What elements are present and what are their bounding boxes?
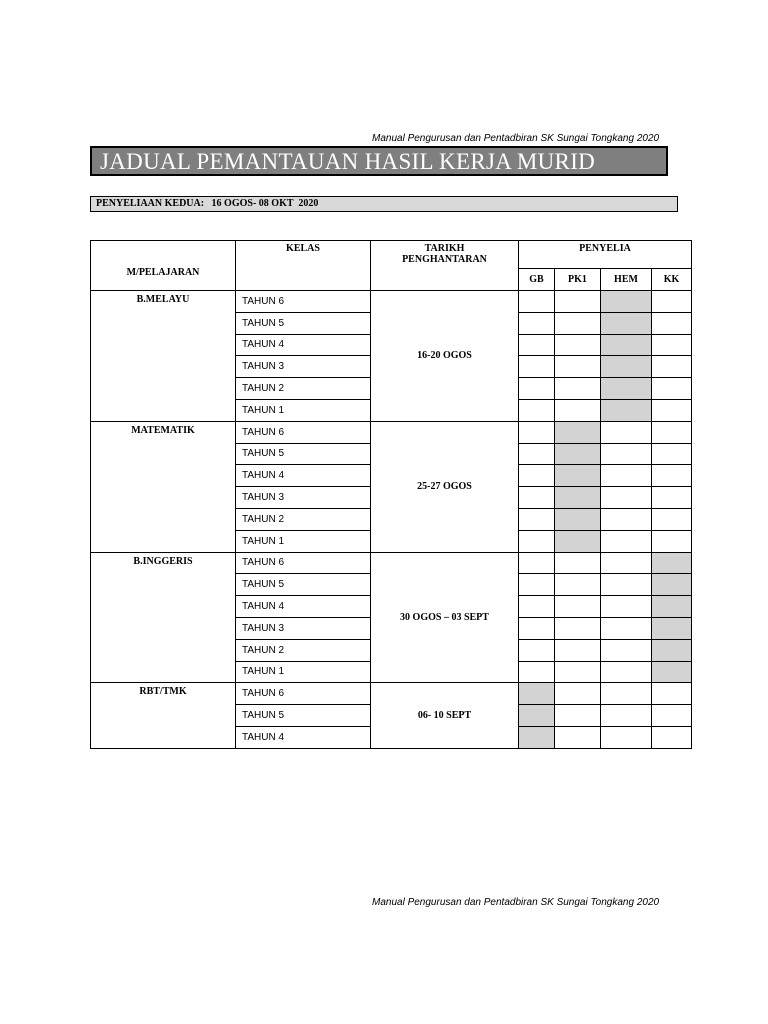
check-cell-gb bbox=[519, 312, 555, 334]
check-cell-pk1 bbox=[555, 661, 601, 683]
check-cell-hem bbox=[601, 443, 652, 465]
check-cell-kk bbox=[652, 399, 692, 421]
check-cell-gb bbox=[519, 726, 555, 748]
table-row bbox=[91, 421, 692, 443]
check-cell-pk1 bbox=[555, 552, 601, 574]
header-supervisor: PENYELIA bbox=[519, 241, 692, 269]
check-cell-gb bbox=[519, 530, 555, 552]
check-cell-pk1 bbox=[555, 399, 601, 421]
check-cell-hem bbox=[601, 683, 652, 705]
date-cell: 25-27 OGOS bbox=[371, 421, 519, 552]
check-cell-kk bbox=[652, 487, 692, 509]
table-row bbox=[91, 683, 692, 705]
class-cell: TAHUN 1 bbox=[236, 399, 371, 421]
table-row bbox=[91, 552, 692, 574]
check-cell-hem bbox=[601, 508, 652, 530]
check-cell-gb bbox=[519, 617, 555, 639]
class-cell: TAHUN 1 bbox=[236, 530, 371, 552]
check-cell-kk bbox=[652, 661, 692, 683]
header-note: Manual Pengurusan dan Pentadbiran SK Sungai Tongkang 2020 bbox=[372, 133, 660, 144]
check-cell-hem bbox=[601, 530, 652, 552]
check-cell-gb bbox=[519, 596, 555, 618]
check-cell-gb bbox=[519, 574, 555, 596]
check-cell-pk1 bbox=[555, 617, 601, 639]
header-supervisor-pk1: PK1 bbox=[555, 269, 601, 291]
check-cell-kk bbox=[652, 443, 692, 465]
class-cell: TAHUN 4 bbox=[236, 465, 371, 487]
class-cell: TAHUN 4 bbox=[236, 596, 371, 618]
check-cell-kk bbox=[652, 334, 692, 356]
class-cell: TAHUN 3 bbox=[236, 617, 371, 639]
check-cell-kk bbox=[652, 465, 692, 487]
check-cell-pk1 bbox=[555, 443, 601, 465]
check-cell-gb bbox=[519, 661, 555, 683]
subject-cell: B.INGGERIS bbox=[91, 552, 236, 683]
check-cell-gb bbox=[519, 639, 555, 661]
check-cell-kk bbox=[652, 726, 692, 748]
check-cell-gb bbox=[519, 291, 555, 313]
check-cell-hem bbox=[601, 639, 652, 661]
check-cell-hem bbox=[601, 726, 652, 748]
check-cell-kk bbox=[652, 508, 692, 530]
check-cell-hem bbox=[601, 552, 652, 574]
check-cell-gb bbox=[519, 705, 555, 727]
check-cell-hem bbox=[601, 356, 652, 378]
check-cell-kk bbox=[652, 552, 692, 574]
check-cell-kk bbox=[652, 574, 692, 596]
check-cell-hem bbox=[601, 705, 652, 727]
header-date: TARIKH PENGHANTARAN bbox=[371, 241, 519, 291]
check-cell-hem bbox=[601, 421, 652, 443]
check-cell-hem bbox=[601, 334, 652, 356]
check-cell-kk bbox=[652, 596, 692, 618]
check-cell-gb bbox=[519, 356, 555, 378]
check-cell-gb bbox=[519, 508, 555, 530]
class-cell: TAHUN 2 bbox=[236, 508, 371, 530]
check-cell-pk1 bbox=[555, 705, 601, 727]
check-cell-kk bbox=[652, 312, 692, 334]
check-cell-kk bbox=[652, 683, 692, 705]
check-cell-hem bbox=[601, 291, 652, 313]
class-cell: TAHUN 5 bbox=[236, 574, 371, 596]
page-title: JADUAL PEMANTAUAN HASIL KERJA MURID bbox=[100, 149, 596, 174]
class-cell: TAHUN 5 bbox=[236, 443, 371, 465]
subject-cell: MATEMATIK bbox=[91, 421, 236, 552]
check-cell-kk bbox=[652, 705, 692, 727]
title-box bbox=[90, 146, 668, 176]
header-supervisor-gb: GB bbox=[519, 269, 555, 291]
check-cell-pk1 bbox=[555, 596, 601, 618]
check-cell-gb bbox=[519, 421, 555, 443]
check-cell-kk bbox=[652, 291, 692, 313]
check-cell-kk bbox=[652, 617, 692, 639]
check-cell-pk1 bbox=[555, 726, 601, 748]
check-cell-pk1 bbox=[555, 291, 601, 313]
check-cell-pk1 bbox=[555, 465, 601, 487]
header-subject: M/PELAJARAN bbox=[91, 241, 236, 291]
check-cell-pk1 bbox=[555, 683, 601, 705]
class-cell: TAHUN 3 bbox=[236, 487, 371, 509]
subject-cell: RBT/TMK bbox=[91, 683, 236, 748]
check-cell-hem bbox=[601, 465, 652, 487]
check-cell-hem bbox=[601, 596, 652, 618]
check-cell-hem bbox=[601, 661, 652, 683]
class-cell: TAHUN 3 bbox=[236, 356, 371, 378]
check-cell-gb bbox=[519, 683, 555, 705]
date-cell: 30 OGOS – 03 SEPT bbox=[371, 552, 519, 683]
header-supervisor-hem: HEM bbox=[601, 269, 652, 291]
check-cell-gb bbox=[519, 465, 555, 487]
check-cell-pk1 bbox=[555, 334, 601, 356]
check-cell-pk1 bbox=[555, 312, 601, 334]
check-cell-pk1 bbox=[555, 508, 601, 530]
table-row bbox=[91, 291, 692, 313]
class-cell: TAHUN 4 bbox=[236, 726, 371, 748]
check-cell-kk bbox=[652, 530, 692, 552]
check-cell-pk1 bbox=[555, 530, 601, 552]
class-cell: TAHUN 6 bbox=[236, 421, 371, 443]
header-class: KELAS bbox=[236, 241, 371, 291]
check-cell-pk1 bbox=[555, 356, 601, 378]
check-cell-pk1 bbox=[555, 639, 601, 661]
footer-note: Manual Pengurusan dan Pentadbiran SK Sungai Tongkang 2020 bbox=[372, 897, 660, 908]
class-cell: TAHUN 5 bbox=[236, 705, 371, 727]
class-cell: TAHUN 2 bbox=[236, 639, 371, 661]
supervision-period: PENYELIAAN KEDUA: 16 OGOS- 08 OKT 2020 bbox=[90, 196, 678, 212]
header-supervisor-kk: KK bbox=[652, 269, 692, 291]
check-cell-kk bbox=[652, 356, 692, 378]
check-cell-kk bbox=[652, 378, 692, 400]
check-cell-hem bbox=[601, 399, 652, 421]
check-cell-pk1 bbox=[555, 378, 601, 400]
check-cell-hem bbox=[601, 378, 652, 400]
date-cell: 06- 10 SEPT bbox=[371, 683, 519, 748]
check-cell-gb bbox=[519, 378, 555, 400]
check-cell-gb bbox=[519, 487, 555, 509]
check-cell-hem bbox=[601, 487, 652, 509]
check-cell-pk1 bbox=[555, 487, 601, 509]
check-cell-gb bbox=[519, 399, 555, 421]
class-cell: TAHUN 6 bbox=[236, 683, 371, 705]
check-cell-hem bbox=[601, 312, 652, 334]
check-cell-kk bbox=[652, 421, 692, 443]
subject-cell: B.MELAYU bbox=[91, 291, 236, 422]
class-cell: TAHUN 5 bbox=[236, 312, 371, 334]
check-cell-pk1 bbox=[555, 421, 601, 443]
class-cell: TAHUN 1 bbox=[236, 661, 371, 683]
class-cell: TAHUN 4 bbox=[236, 334, 371, 356]
class-cell: TAHUN 6 bbox=[236, 552, 371, 574]
check-cell-hem bbox=[601, 574, 652, 596]
class-cell: TAHUN 6 bbox=[236, 291, 371, 313]
check-cell-pk1 bbox=[555, 574, 601, 596]
check-cell-gb bbox=[519, 334, 555, 356]
class-cell: TAHUN 2 bbox=[236, 378, 371, 400]
check-cell-hem bbox=[601, 617, 652, 639]
check-cell-gb bbox=[519, 552, 555, 574]
monitoring-table bbox=[90, 240, 692, 749]
check-cell-kk bbox=[652, 639, 692, 661]
date-cell: 16-20 OGOS bbox=[371, 291, 519, 422]
check-cell-gb bbox=[519, 443, 555, 465]
